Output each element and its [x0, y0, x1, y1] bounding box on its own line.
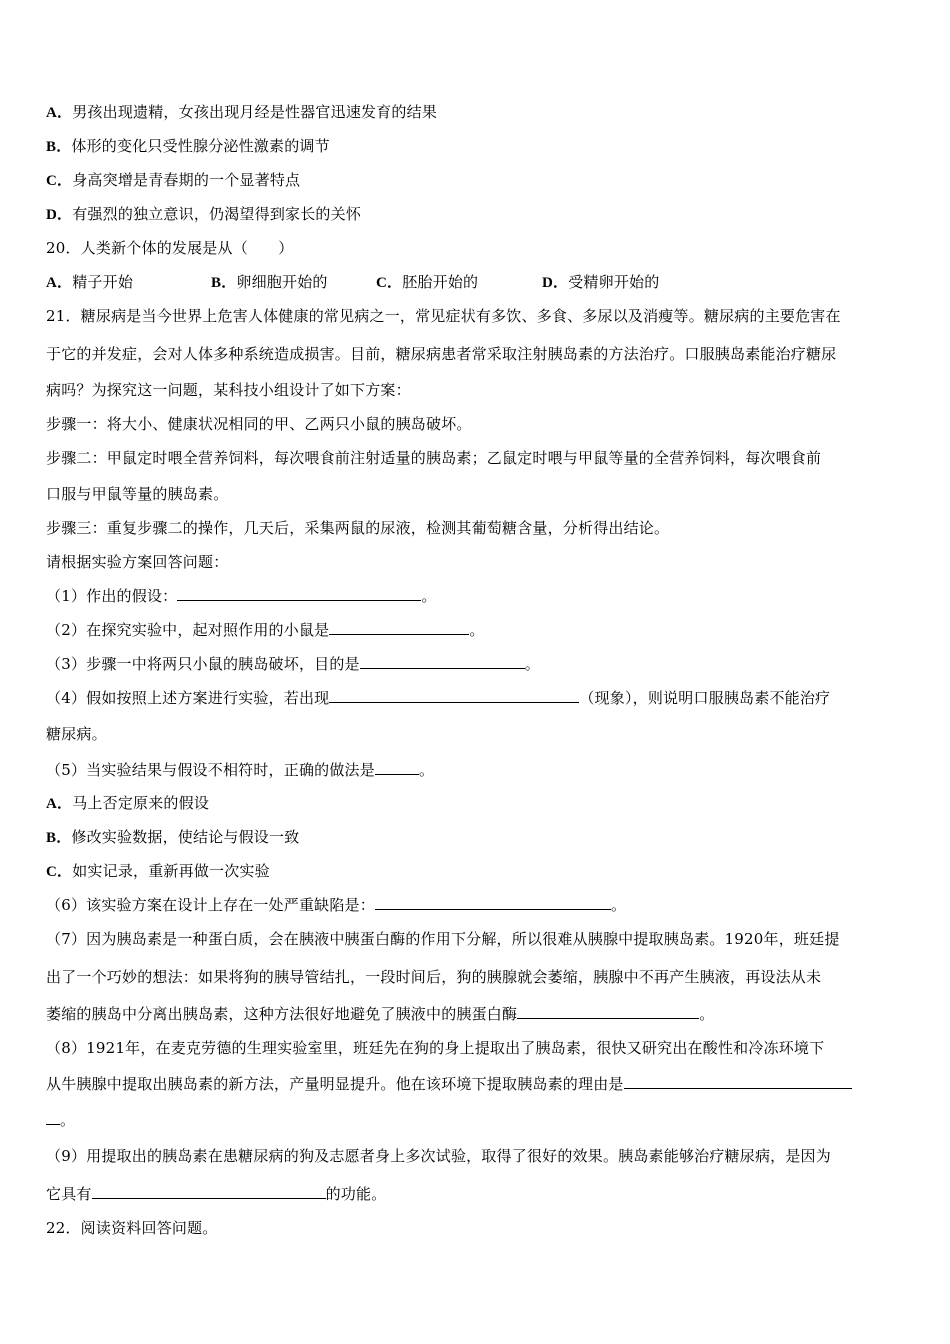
q21-sub-2: （2）在探究实验中，起对照作用的小鼠是 。 — [46, 621, 485, 639]
q21-intro-line-1: 21．糖尿病是当今世界上危害人体健康的常见病之一，常见症状有多饮、多食、多尿以及消瘦等。糖尿病的主要危害在 — [46, 307, 841, 325]
q21-sub-4: （4）假如按照上述方案进行实验，若出现 （现象），则说明口服胰岛素不能治疗 — [46, 689, 831, 707]
q21-sub-8-line-3: 。 — [46, 1110, 906, 1130]
q21-sub-9-line-2: 它具有 的功能。 — [46, 1185, 387, 1203]
q21-intro-line-3: 病吗？为探究这一问题，某科技小组设计了如下方案： — [46, 381, 411, 399]
q22-stem: 22．阅读资料回答问题。 — [46, 1219, 218, 1237]
q19-option-d: D．有强烈的独立意识，仍渴望得到家长的关怀 — [46, 205, 362, 223]
q21-sub-7-line-2: 出了一个巧妙的想法：如果将狗的胰导管结扎，一段时间后，狗的胰腺就会萎缩，胰腺中不再产生胰液，再设法从未 — [46, 968, 822, 986]
answer-blank-7[interactable] — [517, 1004, 699, 1019]
q21-sub-5-option-b: B．修改实验数据，使结论与假设一致 — [46, 828, 300, 846]
answer-blank-6[interactable] — [375, 895, 611, 910]
q21-sub-5-option-a: A．马上否定原来的假设 — [46, 794, 210, 812]
q21-step-2-line-2: 口服与甲鼠等量的胰岛素。 — [46, 485, 229, 503]
q19-option-c: C．身高突增是青春期的一个显著特点 — [46, 171, 301, 189]
q20-option-d: D．受精卵开始的 — [542, 273, 660, 291]
q19-option-a: A．男孩出现遗精，女孩出现月经是性器官迅速发育的结果 — [46, 103, 438, 121]
answer-blank-5[interactable] — [375, 760, 419, 775]
q21-sub-4-cont: 糖尿病。 — [46, 725, 107, 743]
answer-blank-2[interactable] — [329, 620, 469, 635]
q21-step-3: 步骤三：重复步骤二的操作，几天后，采集两鼠的尿液，检测其葡萄糖含量，分析得出结论。 — [46, 519, 670, 537]
q21-sub-1: （1）作出的假设： 。 — [46, 587, 437, 605]
q21-prompt: 请根据实验方案回答问题： — [46, 553, 229, 571]
q21-step-2-line-1: 步骤二：甲鼠定时喂全营养饲料，每次喂食前注射适量的胰岛素；乙鼠定时喂与甲鼠等量的全营养饲料，每次喂食前 — [46, 449, 822, 467]
q21-sub-3: （3）步骤一中将两只小鼠的胰岛破坏，目的是 。 — [46, 655, 540, 673]
q21-sub-8-line-1: （8）1921年，在麦克劳德的生理实验室里，班廷先在狗的身上提取出了胰岛素，很快又研究出在酸性和冷冻环境下 — [46, 1039, 825, 1057]
q21-sub-7-line-3: 萎缩的胰岛中分离出胰岛素，这种方法很好地避免了胰液中的胰蛋白酶 。 — [46, 1005, 715, 1023]
answer-blank-9[interactable] — [92, 1184, 326, 1199]
q20-option-b: B．卵细胞开始的 — [211, 273, 328, 291]
q21-sub-6: （6）该实验方案在设计上存在一处严重缺陷是： 。 — [46, 896, 627, 914]
q20-option-a: A．精子开始 — [46, 273, 134, 291]
q21-sub-8-line-2: 从牛胰腺中提取出胰岛素的新方法，产量明显提升。他在该环境下提取胰岛素的理由是 — [46, 1074, 906, 1094]
answer-blank-3[interactable] — [360, 654, 525, 669]
q21-step-1: 步骤一：将大小、健康状况相同的甲、乙两只小鼠的胰岛破坏。 — [46, 415, 472, 433]
answer-blank-8[interactable] — [624, 1074, 852, 1089]
q19-option-b: B．体形的变化只受性腺分泌性激素的调节 — [46, 137, 330, 155]
q20-option-c: C．胚胎开始的 — [376, 273, 479, 291]
answer-blank-1[interactable] — [177, 586, 421, 601]
q20-stem: 20．人类新个体的发展是从（ ） — [46, 239, 294, 257]
q21-sub-5: （5）当实验结果与假设不相符时，正确的做法是 。 — [46, 761, 435, 779]
q21-sub-5-option-c: C．如实记录，重新再做一次实验 — [46, 862, 270, 880]
answer-blank-8-cont[interactable] — [46, 1110, 60, 1125]
q21-sub-9-line-1: （9）用提取出的胰岛素在患糖尿病的狗及志愿者身上多次试验，取得了很好的效果。胰岛素能够治疗糖尿病，是因为 — [46, 1147, 831, 1165]
answer-blank-4[interactable] — [329, 688, 579, 703]
q21-intro-line-2: 于它的并发症，会对人体多种系统造成损害。目前，糖尿病患者常采取注射胰岛素的方法治疗。口服胰岛素能治疗糖尿 — [46, 345, 837, 363]
q21-sub-7-line-1: （7）因为胰岛素是一种蛋白质，会在胰液中胰蛋白酶的作用下分解，所以很难从胰腺中提取胰岛素。1920年，班廷提 — [46, 930, 840, 948]
